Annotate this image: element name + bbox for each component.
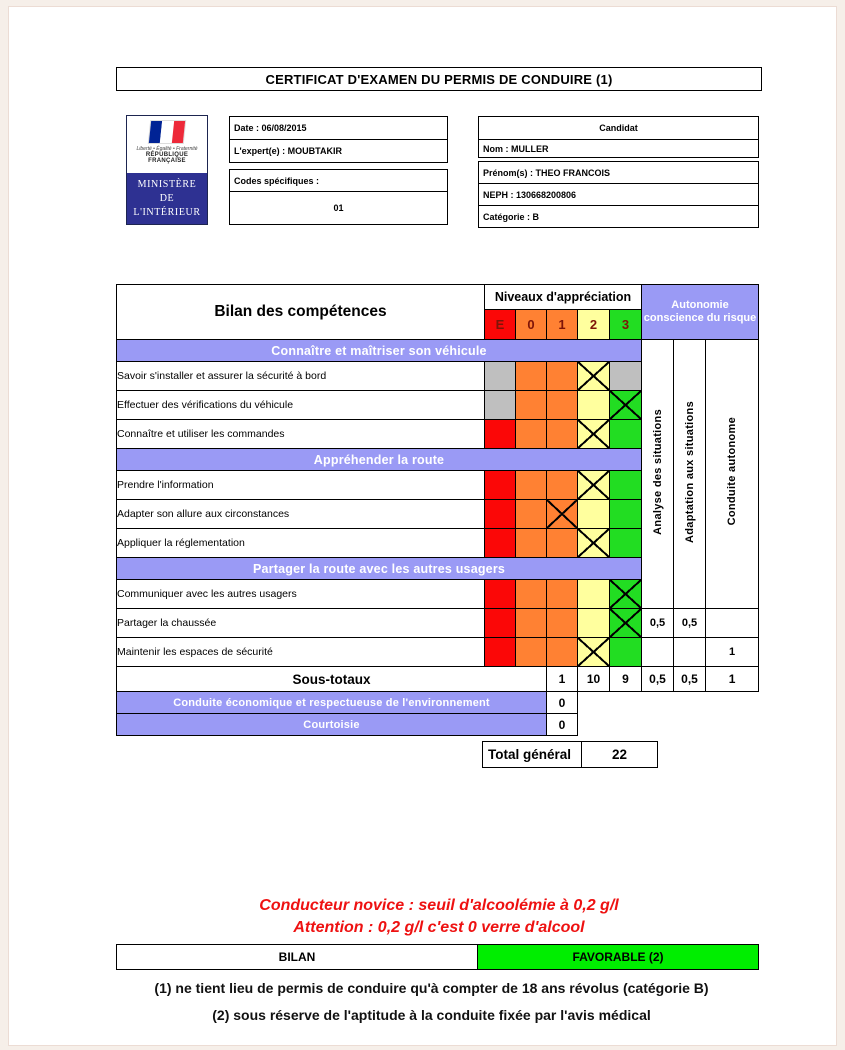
- candidate-header: Candidat: [478, 116, 759, 140]
- rating-cell: [485, 580, 516, 609]
- rating-cell: [547, 529, 578, 558]
- rating-cell: [578, 609, 610, 638]
- novice-notice-line2: Attention : 0,2 g/l c'est 0 verre d'alcool: [293, 919, 585, 936]
- x-mark: [547, 500, 577, 528]
- x-mark: [578, 362, 609, 390]
- level-header-3: 3: [610, 310, 642, 340]
- skill-row: [117, 609, 759, 638]
- logo-top: [127, 116, 207, 173]
- examiner-field: L'expert(e) : MOUBTAKIR: [229, 139, 448, 163]
- section-header-usagers: Partager la route avec les autres usagers: [117, 558, 642, 580]
- x-mark: [578, 529, 609, 557]
- autonomy-value-cell: [642, 638, 674, 667]
- rating-cell: [578, 580, 610, 609]
- total-value: 22: [581, 742, 657, 767]
- autonomy-value-cell: [674, 638, 706, 667]
- skill-label: Appliquer la réglementation: [117, 529, 485, 558]
- rating-cell: [547, 471, 578, 500]
- rating-cell: [578, 420, 610, 449]
- rating-cell: [485, 391, 516, 420]
- rating-cell: [516, 638, 547, 667]
- candidate-category-field: Catégorie : B: [478, 205, 759, 228]
- subtotals-row: [117, 667, 759, 692]
- autonomy-column-label: Adaptation aux situations: [683, 400, 696, 543]
- rating-cell: [547, 580, 578, 609]
- rating-cell: [610, 638, 642, 667]
- x-mark: [610, 609, 641, 637]
- ministry-name: [127, 173, 207, 225]
- rating-cell: [578, 362, 610, 391]
- rating-cell: [547, 609, 578, 638]
- french-flag-icon: [149, 121, 185, 143]
- subtotal-value: 1: [706, 667, 759, 692]
- subtotal-value: 10: [578, 667, 610, 692]
- rating-cell: [547, 500, 578, 529]
- table-row: [117, 340, 759, 362]
- ministry-line-2: DE: [159, 193, 175, 204]
- rating-cell: [485, 500, 516, 529]
- skill-label: Partager la chaussée: [117, 609, 485, 638]
- rating-cell: [516, 609, 547, 638]
- x-mark: [578, 420, 609, 448]
- rating-cell: [547, 638, 578, 667]
- section-header-route: Appréhender la route: [117, 449, 642, 471]
- level-header-0: 0: [516, 310, 547, 340]
- exam-date-field: Date : 06/08/2015: [229, 116, 448, 140]
- rating-cell: [485, 638, 516, 667]
- footnote-2: (2) sous réserve de l'aptitude à la conduite fixée par l'avis médical: [212, 1007, 651, 1023]
- autonomy-column-analyse: [642, 340, 674, 609]
- rating-cell: [547, 362, 578, 391]
- ministry-line-1: MINISTÈRE: [137, 179, 197, 190]
- bonus-row: [117, 692, 759, 714]
- competency-table-wrap: [116, 284, 759, 736]
- rating-cell: [610, 362, 642, 391]
- table-title: Bilan des compétences: [117, 285, 485, 340]
- bilan-label: BILAN: [116, 944, 478, 970]
- rating-cell: [578, 471, 610, 500]
- logo-republic: RÉPUBLIQUE FRANÇAISE: [145, 152, 189, 164]
- rating-cell: [516, 391, 547, 420]
- bonus-label-courtoisie: Courtoisie: [117, 714, 547, 736]
- page-title: CERTIFICAT D'EXAMEN DU PERMIS DE CONDUIRE (1): [116, 67, 762, 91]
- competency-table: [116, 284, 759, 736]
- autonomy-column-label: Analyse des situations: [651, 408, 664, 535]
- rating-cell: [578, 638, 610, 667]
- rating-cell: [610, 609, 642, 638]
- skill-label: Effectuer des vérifications du véhicule: [117, 391, 485, 420]
- flag-red-stripe: [172, 121, 186, 143]
- subtotal-value: 1: [547, 667, 578, 692]
- subtotals-label: Sous-totaux: [117, 667, 547, 692]
- rating-cell: [547, 420, 578, 449]
- skill-label: Communiquer avec les autres usagers: [117, 580, 485, 609]
- level-header-E: E: [485, 310, 516, 340]
- total-box: [482, 741, 658, 768]
- subtotal-value: 0,5: [642, 667, 674, 692]
- skill-label: Connaître et utiliser les commandes: [117, 420, 485, 449]
- rating-cell: [610, 529, 642, 558]
- rating-cell: [516, 362, 547, 391]
- rating-cell: [485, 529, 516, 558]
- autonomy-value-cell: 0,5: [642, 609, 674, 638]
- autonomy-column-adaptation: [674, 340, 706, 609]
- level-header-1: 1: [547, 310, 578, 340]
- autonomy-value-cell: 0,5: [674, 609, 706, 638]
- rating-cell: [578, 500, 610, 529]
- bonus-label-eco: Conduite économique et respectueuse de l'environnement: [117, 692, 547, 714]
- rating-cell: [485, 362, 516, 391]
- levels-header: Niveaux d'appréciation: [485, 285, 642, 310]
- ministry-line-3: L'INTÉRIEUR: [133, 207, 201, 218]
- rating-cell: [610, 391, 642, 420]
- rating-cell: [578, 391, 610, 420]
- x-mark: [610, 580, 641, 608]
- rating-cell: [516, 471, 547, 500]
- rating-cell: [610, 580, 642, 609]
- bonus-value: 0: [547, 714, 578, 736]
- autonomy-value-cell: 1: [706, 638, 759, 667]
- ministry-logo: [126, 115, 208, 225]
- novice-notice-line1: Conducteur novice : seuil d'alcoolémie à 0,2 g/l: [259, 897, 619, 914]
- skill-label: Prendre l'information: [117, 471, 485, 500]
- empty-filler: [578, 692, 759, 714]
- rating-cell: [485, 471, 516, 500]
- candidate-firstname-field: Prénom(s) : THEO FRANCOIS: [478, 161, 759, 184]
- autonomy-column-autonome: [706, 340, 759, 609]
- rating-cell: [516, 580, 547, 609]
- bonus-row: [117, 714, 759, 736]
- skill-row: [117, 638, 759, 667]
- specific-codes-label: Codes spécifiques :: [229, 169, 448, 192]
- rating-cell: [610, 500, 642, 529]
- rating-cell: [516, 500, 547, 529]
- rating-cell: [547, 391, 578, 420]
- rating-cell: [578, 529, 610, 558]
- total-label: Total général: [488, 747, 572, 762]
- specific-codes-value: 01: [229, 191, 448, 225]
- bilan-result-badge: FAVORABLE (2): [477, 944, 759, 970]
- empty-filler: [578, 714, 759, 736]
- autonomy-value-cell: [706, 609, 759, 638]
- skill-label: Adapter son allure aux circonstances: [117, 500, 485, 529]
- subtotal-value: 9: [610, 667, 642, 692]
- x-mark: [578, 471, 609, 499]
- rating-cell: [516, 529, 547, 558]
- subtotal-value: 0,5: [674, 667, 706, 692]
- level-header-2: 2: [578, 310, 610, 340]
- certificate-page: [8, 6, 837, 1046]
- skill-label: Savoir s'installer et assurer la sécurité à bord: [117, 362, 485, 391]
- candidate-neph-field: NEPH : 130668200806: [478, 183, 759, 206]
- autonomy-header: Autonomie conscience du risque: [642, 285, 759, 340]
- candidate-name-field: Nom : MULLER: [478, 139, 759, 158]
- rating-cell: [610, 420, 642, 449]
- footnote-1: (1) ne tient lieu de permis de conduire qu'à compter de 18 ans révolus (catégorie B): [154, 980, 709, 996]
- rating-cell: [485, 609, 516, 638]
- x-mark: [578, 638, 609, 666]
- skill-label: Maintenir les espaces de sécurité: [117, 638, 485, 667]
- section-header-vehicule: Connaître et maîtriser son véhicule: [117, 340, 642, 362]
- rating-cell: [485, 420, 516, 449]
- x-mark: [610, 391, 641, 419]
- logo-motto: Liberté • Égalité • Fraternité: [136, 146, 198, 152]
- rating-cell: [516, 420, 547, 449]
- table-row: [117, 285, 759, 310]
- bonus-value: 0: [547, 692, 578, 714]
- rating-cell: [610, 471, 642, 500]
- autonomy-column-label: Conduite autonome: [726, 417, 739, 526]
